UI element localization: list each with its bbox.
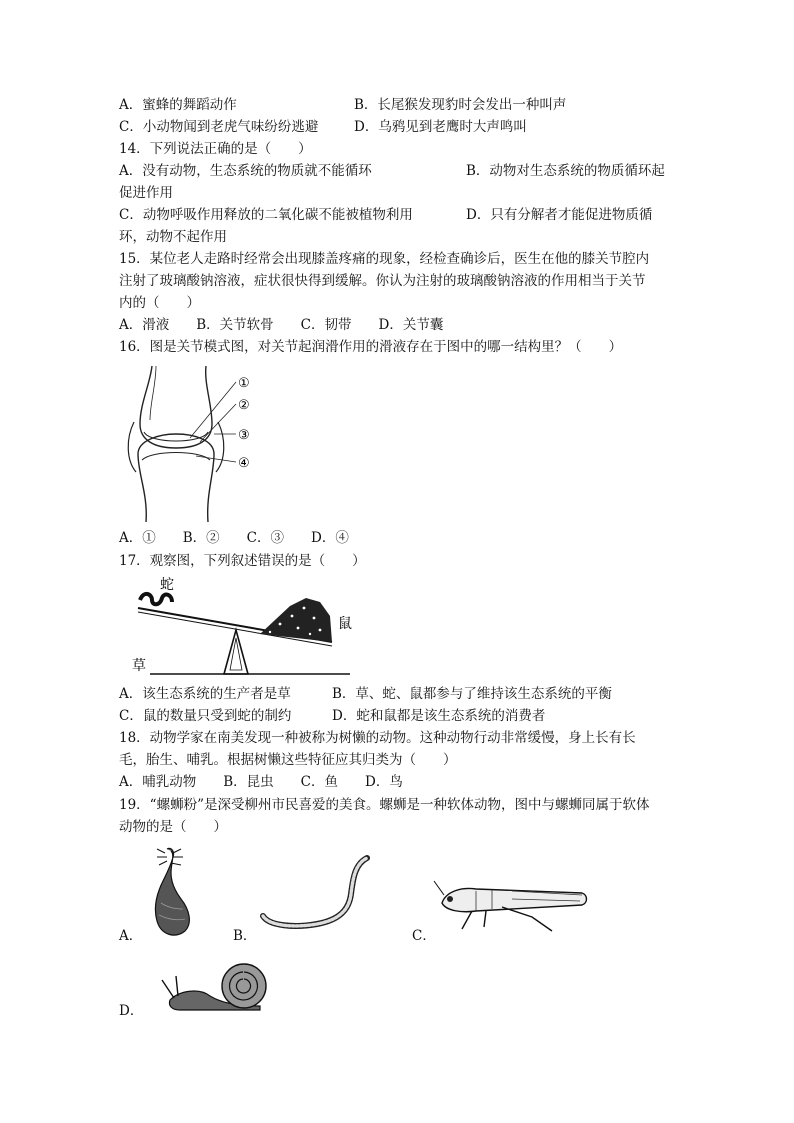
seesaw-diagram [120, 572, 360, 682]
q17-stem: 17．观察图，下列叙述错误的是（ ） [119, 553, 366, 569]
q14-option-a: A．没有动物，生态系统的物质就不能循环 [119, 163, 372, 179]
q19-option-d: D． [119, 1003, 144, 1019]
q14-option-b: B．动物对生态系统的物质循环起 [466, 163, 665, 179]
q17-option-a: A．该生态系统的生产者是草 [119, 686, 291, 702]
q15-stem-line2: 注射了玻璃酸钠溶液，症状很快得到缓解。你认为注射的玻璃酸钠溶液的作用相当于关节 [119, 273, 646, 289]
q18-stem-line2: 毛，胎生、哺乳。根据树懒这些特征应其归类为（ ） [119, 752, 457, 768]
q18-options: A．哺乳动物 B．昆虫 C．鱼 D．鸟 [119, 774, 403, 790]
grass-label: 草 [132, 658, 146, 674]
q14-stem: 14．下列说法正确的是（ ） [119, 141, 312, 157]
mouse-label: 鼠 [338, 616, 352, 632]
q14-option-d: D．只有分解者才能促进物质循 [466, 207, 653, 223]
q16-stem: 16．图是关节模式图，对关节起润滑作用的滑液存在于图中的哪一结构里？（ ） [119, 339, 623, 355]
q17-option-d: D．蛇和鼠都是该生态系统的消费者 [332, 708, 546, 724]
joint-label-2: ② [238, 398, 250, 413]
joint-label-3: ③ [238, 428, 250, 443]
q17-option-b: B．草、蛇、鼠都参与了维持该生态系统的平衡 [332, 686, 612, 702]
q17-option-c: C．鼠的数量只受到蛇的制约 [119, 708, 292, 724]
q13-option-d: D．乌鸦见到老鹰时大声鸣叫 [354, 119, 527, 135]
q19-option-b: B． [233, 928, 257, 944]
q19-stem-line2: 动物的是（ ） [119, 819, 227, 835]
q13-option-c: C．小动物闻到老虎气味纷纷逃避 [119, 119, 319, 135]
animal-a-image [145, 843, 205, 943]
q19-stem-line1: 19．“螺蛳粉”是深受柳州市民喜爱的美食。螺蛳是一种软体动物，图中与螺蛳同属于软体 [119, 797, 650, 813]
q14-option-b-cont: 促进作用 [119, 185, 173, 201]
q15-stem-line1: 15．某位老人走路时经常会出现膝盖疼痛的现象，经检查确诊后，医生在他的膝关节腔内 [119, 251, 650, 267]
q13-option-a: A．蜜蜂的舞蹈动作 [119, 97, 237, 113]
q19-option-c: C． [412, 928, 436, 944]
animal-b-image [255, 850, 380, 935]
snake-label: 蛇 [160, 577, 174, 593]
joint-label-4: ④ [238, 456, 250, 471]
joint-diagram [120, 364, 280, 524]
seesaw-illustration [120, 572, 360, 682]
q13-option-b: B．长尾猴发现豹时会发出一种叫声 [354, 97, 567, 113]
animal-d-image [150, 958, 270, 1013]
q14-option-d-cont: 环，动物不起作用 [119, 229, 227, 245]
joint-label-1: ① [238, 376, 250, 391]
q19-option-a: A． [119, 928, 143, 944]
q14-option-c: C．动物呼吸作用释放的二氧化碳不能被植物利用 [119, 207, 413, 223]
q15-options: A．滑液 B．关节软骨 C．韧带 D．关节囊 [119, 317, 444, 333]
joint-illustration [120, 364, 280, 524]
q16-options: A．① B．② C．③ D．④ [119, 530, 349, 546]
q18-stem-line1: 18．动物学家在南美发现一种被称为树懒的动物。这种动物行动非常缓慢，身上长有长 [119, 730, 636, 746]
q15-stem-line3: 内的（ ） [119, 295, 200, 311]
animal-c-image [432, 877, 592, 937]
